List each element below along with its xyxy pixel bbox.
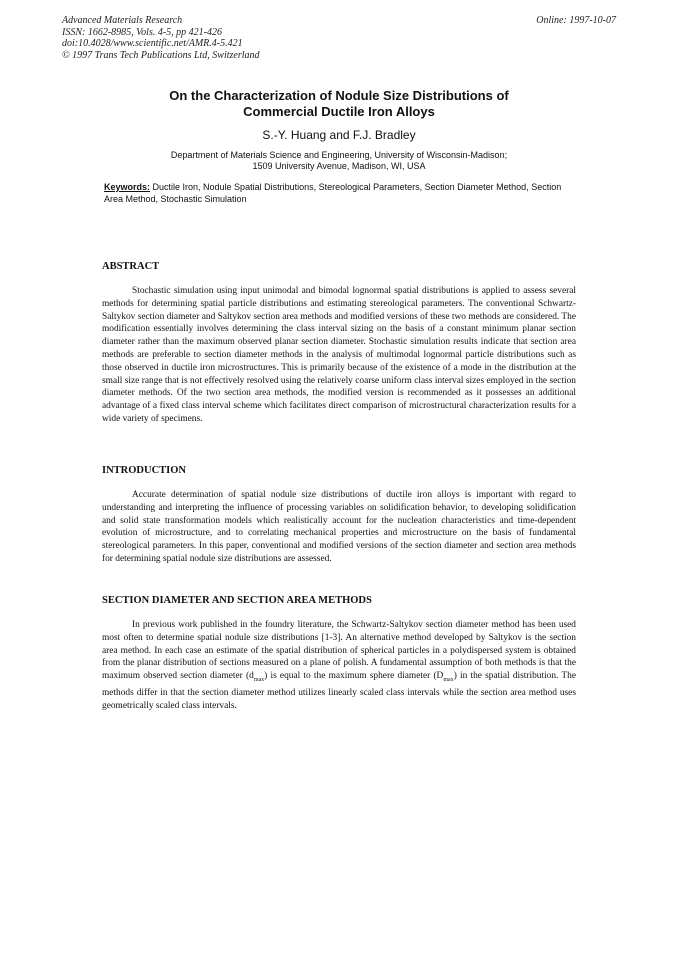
authors: S.-Y. Huang and F.J. Bradley [262,128,416,142]
abstract-text: Stochastic simulation using input unimodal and bimodal lognormal spatial distributions is applied to assess several methods for determining spatial particle distributions and estimating stereological parameters. The conventional Schwartz-Saltykov section diameter and Saltykov section area methods and modified versions of these two methods are considered. The modification essentially involves determining the class interval sizing on the basis of a constant minimum planar section diameter rather than the maximum observed planar section diameter. Stochastic simulation results indicate that section area methods are preferable to section diameter methods in the analysis of multimodal lognormal particle distributions such as those observed in ductile iron microstructures. This is primarily because of the existence of a mode in the distribution at the small size range that is not effectively resolved using the relatively coarse uniform class interval sizes employed in the section diameter methods. Of the two section area methods, the modified version is recommended as it possesses an additional advantage of a fixed class interval scheme which facilitates direct comparison of microstructural characterization results for a wide variety of specimens. [102,286,576,424]
copyright-line: © 1997 Trans Tech Publications Ltd, Switzerland [62,49,260,61]
journal-name: Advanced Materials Research [62,15,183,26]
affiliation [0,150,678,172]
d-max-subscript: max [253,677,265,684]
D-max-subscript: max [443,677,454,684]
methods-text-part-1: In previous work published in the foundry literature, the Schwartz-Saltykov section diameter method has been used most often to determine spatial nodule size distributions [1-3]. An alternative method developed by Saltykov is the section area method. In each case an estimate of the spatial distribution of spherical particles in a polydispersed system is obtained from the planar distribution of sections measured on a plane of polish. A fundamental assumption of both methods is that the maximum observed section diameter (d [102,620,576,682]
keywords-label: Keywords: [104,182,151,192]
issn-line: ISSN: 1662-8985, Vols. 4-5, pp 421-426 [62,26,222,38]
abstract-heading: ABSTRACT [102,261,160,272]
methods-text [102,619,576,712]
doi-line: doi:10.4028/www.scientific.net/AMR.4-5.421 [62,38,243,49]
title-line-1: On the Characterization of Nodule Size Distributions of [169,88,509,103]
online-date: Online: 1997-10-07 [536,15,616,26]
introduction-heading: INTRODUCTION [102,465,187,476]
abstract-section [102,260,576,426]
introduction-section [102,464,576,566]
keywords-text: Ductile Iron, Nodule Spatial Distributions, Stereological Parameters, Section Diameter Method, Section Area Method, Stochastic Simulation [104,182,562,204]
affiliation-line-2: 1509 University Avenue, Madison, WI, USA [252,161,426,171]
paper-title [0,88,678,120]
methods-text-part-3: ) in the spatial distribution. The methods differ in that the section diameter method utilizes linearly scaled class intervals while the section area method uses geometrically scaled class intervals. [102,671,576,711]
affiliation-line-1: Department of Materials Science and Engineering, University of Wisconsin-Madison; [170,150,508,160]
journal-metadata [62,15,260,61]
introduction-text: Accurate determination of spatial nodule size distributions of ductile iron alloys is important with regard to understanding and interpreting the influence of processing variables on solidification behavior, to developing solidification and solid state transformation models which realistically account for the nucleation characteristics and time-dependent evolution of microstructure, and to correlating mechanical properties and microstructure on the basis of fundamental stereological parameters. In this paper, conventional and modified versions of the section diameter and section area methods for determining spatial nodule size distributions are assessed. [102,490,576,564]
keywords [104,182,574,205]
methods-text-part-2: ) is equal to the maximum sphere diameter (D [264,671,444,682]
title-line-2: Commercial Ductile Iron Alloys [243,104,435,119]
methods-section [102,594,576,712]
methods-heading: SECTION DIAMETER AND SECTION AREA METHODS [102,595,372,606]
